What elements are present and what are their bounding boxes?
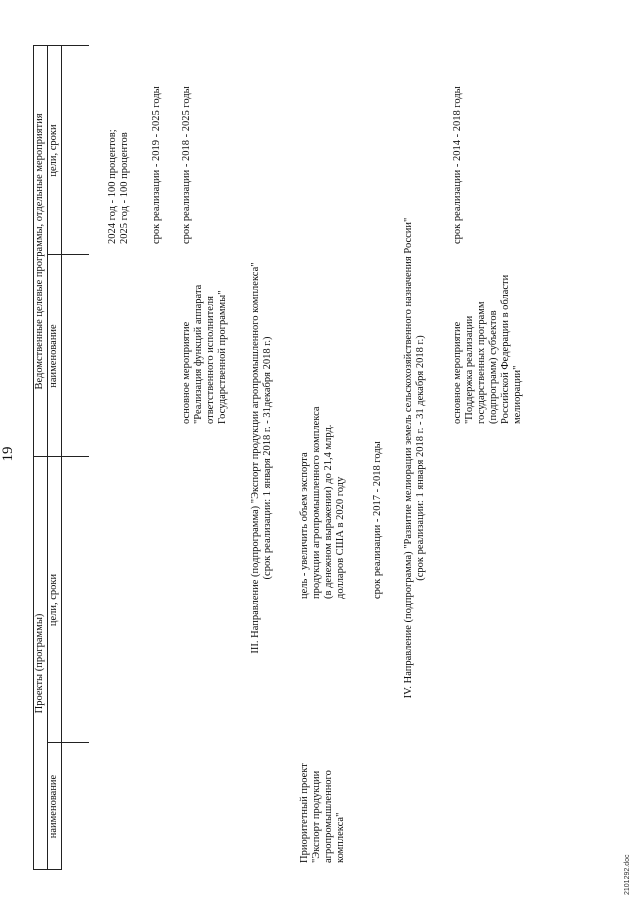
event-term: срок реализации - 2014 - 2018 годы — [452, 86, 463, 244]
event-line: "Поддержка реализации — [464, 315, 475, 424]
goal-line-2025: 2025 год - 100 процентов — [119, 132, 130, 244]
event-line: ответственного исполнителя — [205, 296, 216, 424]
col-name-header-2: наименование — [48, 324, 59, 388]
section-4-period: (срок реализации: 1 января 2018 г. - 31 декабря 2018 г.) — [415, 335, 426, 581]
col-goals-header-2: цели, сроки — [48, 124, 59, 177]
goal-line: цель - увеличить объем экспорта — [299, 452, 310, 599]
event-line: государственных программ — [476, 301, 487, 424]
event-line: Российской Федерации в области — [500, 274, 511, 424]
event-line: основное мероприятие — [181, 321, 192, 424]
section-3-period: (срок реализации: 1 января 2018 г. - 31декабря 2018 г.) — [262, 336, 273, 580]
header-bottom-border — [61, 46, 62, 870]
projects-group-header: Проекты (программы) — [34, 613, 45, 714]
page-number: 19 — [0, 446, 16, 462]
goal-line: (в денежном выражении) до 21,4 млрд. — [323, 424, 334, 599]
goal-line: долларов США в 2020 году — [335, 476, 346, 599]
programs-group-header: Ведомственные целевые программы, отдельные мероприятия — [34, 113, 45, 390]
event-line: Государственной программы" — [217, 290, 228, 424]
goal-line: продукции агропромышленного комплекса — [311, 406, 322, 599]
event-term: срок реализации - 2018 - 2025 годы — [181, 86, 192, 244]
project-line: комплекса" — [335, 812, 346, 863]
event-line: "Реализация функций аппарата — [193, 284, 204, 424]
col-name-header-1: наименование — [48, 774, 59, 839]
project-line: "Экспорт продукции — [311, 770, 322, 863]
section-3-title: III. Направление (подпрограмма) "Экспорт продукции агропромышленного комплекса" — [250, 262, 261, 654]
goal-term: срок реализации - 2017 - 2018 годы — [372, 441, 383, 599]
footer-doc-code: 2101292.doc — [624, 854, 631, 895]
event-line: основное мероприятие — [452, 321, 463, 424]
event-line: мелиорации" — [512, 365, 523, 424]
section-4-title: IV. Направление (подпрограмма) "Развитие мелиорации земель сельскохозяйственного назначения России" — [403, 217, 414, 699]
project-line: агропромышленного — [323, 770, 334, 863]
event-line: (подпрограмм) субъектов — [488, 310, 499, 424]
project-line: Приоритетный проект — [299, 763, 310, 863]
goal-line-2024: 2024 год - 100 процентов; — [107, 129, 118, 244]
col-goals-header-1: цели, сроки — [48, 573, 59, 627]
term-2019-2025: срок реализации - 2019 - 2025 годы — [151, 86, 162, 244]
